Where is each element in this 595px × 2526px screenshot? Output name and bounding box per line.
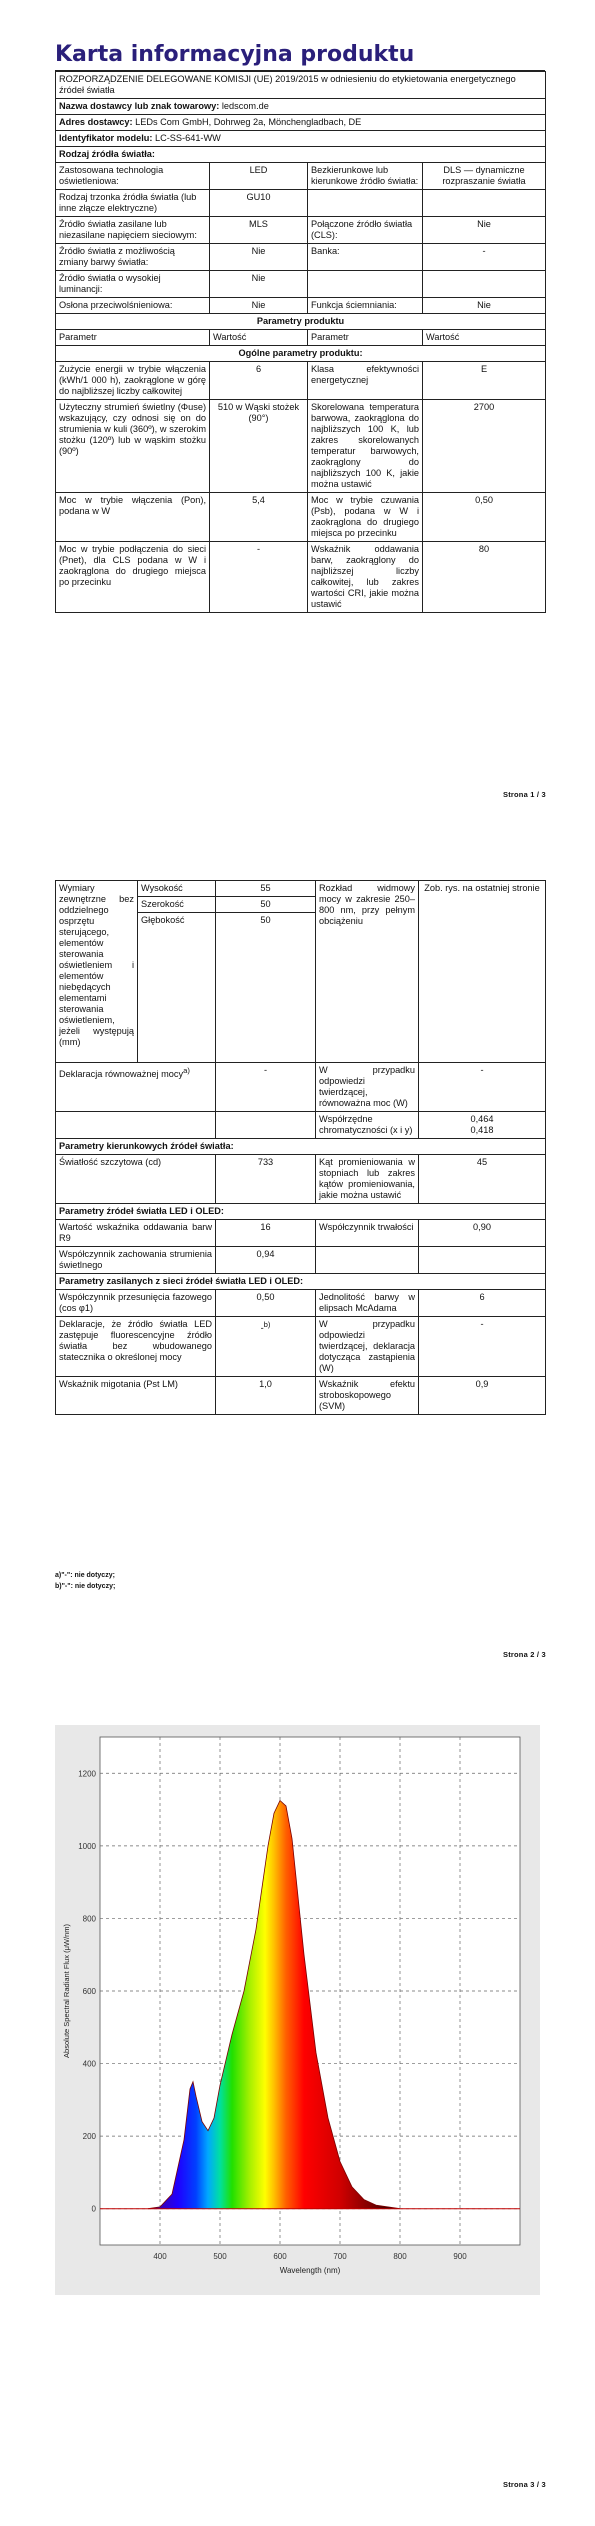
param-value: 733	[216, 1155, 316, 1204]
product-info-table	[55, 71, 546, 613]
param-name-2: Moc w trybie czuwania (Psb), podana w W i zaokrąglona do drugiego miejsca po przecinku	[308, 493, 423, 542]
source-value: Nie	[210, 244, 308, 271]
dimension-value: 50	[216, 913, 316, 1063]
source-value: Nie	[210, 271, 308, 298]
param-value-2	[419, 1247, 546, 1274]
source-value: MLS	[210, 217, 308, 244]
param-name: Wartość wskaźnika oddawania barw R9	[56, 1220, 216, 1247]
param-name-2: Kąt promieniowania w stopniach lub zakres kątów promieniowania, jakie można ustawić	[316, 1155, 419, 1204]
param-name: Światłość szczytowa (cd)	[56, 1155, 216, 1204]
table-row	[56, 314, 546, 330]
col-header-param-2: Parametr	[308, 330, 423, 346]
page-2	[55, 880, 545, 1415]
params-heading: Parametry produktu	[56, 314, 546, 330]
table-row	[56, 217, 546, 244]
dimension-value: 55	[216, 881, 316, 897]
table-row	[56, 1155, 546, 1204]
x-tick-label: 900	[453, 2252, 467, 2261]
param-value: -$^{b)}$	[216, 1317, 316, 1377]
col-header-value-2: Wartość	[423, 330, 546, 346]
table-row	[56, 1247, 546, 1274]
source-param: Osłona przeciwolśnieniowa:	[56, 298, 210, 314]
spectral-chart	[55, 1725, 540, 2295]
source-type-heading: Rodzaj źródła światła:	[56, 147, 546, 163]
param-value-2: E	[423, 362, 546, 400]
x-tick-label: 500	[213, 2252, 227, 2261]
table-row	[56, 298, 546, 314]
page-number-1: Strona 1 / 3	[503, 790, 546, 799]
param-value: 16	[216, 1220, 316, 1247]
table-row	[56, 1112, 546, 1139]
supplier-address-row: Adres dostawcy: LEDs Com GmbH, Dohrweg 2a, Mönchengladbach, DE	[56, 115, 546, 131]
supplier-name-row: Nazwa dostawcy lub znak towarowy: ledscom.de	[56, 99, 546, 115]
table-row	[56, 1274, 546, 1290]
source-param: Źródło światła zasilane lub niezasilane napięciem sieciowym:	[56, 217, 210, 244]
source-value-2: Nie	[423, 217, 546, 244]
table-row	[56, 1317, 546, 1377]
param-name: Moc w trybie włączenia (Pon), podana w W	[56, 493, 210, 542]
footnote-b: b)"-": nie dotyczy;	[55, 1583, 116, 1590]
param-value-2: 0,464 0,418	[419, 1112, 546, 1139]
y-tick-label: 800	[82, 1914, 96, 1924]
param-value: -	[210, 542, 308, 613]
mains-heading: Parametry zasilanych z sieci źródeł światła LED i OLED:	[56, 1274, 546, 1290]
param-name: Deklaracja równoważnej mocy$^{a)}$	[56, 1063, 216, 1112]
source-param-2: Połączone źródło światła (CLS):	[308, 217, 423, 244]
param-name: Moc w trybie podłączenia do sieci (Pnet), dla CLS podana w W i zaokrąglona do drugiego miejsca po przecinku	[56, 542, 210, 613]
dimension-name: Głębokość	[138, 913, 216, 1063]
source-param-2: Funkcja ściemniania:	[308, 298, 423, 314]
param-name-2: W przypadku odpowiedzi twierdzącej, równoważna moc (W)	[316, 1063, 419, 1112]
table-row	[56, 1204, 546, 1220]
param-name: Współczynnik przesunięcia fazowego (cos φ1)	[56, 1290, 216, 1317]
page-1	[55, 40, 545, 613]
param-value-2: 0,90	[419, 1220, 546, 1247]
param-name: Zużycie energii w trybie włączenia (kWh/1 000 h), zaokrąglone w górę do najbliższej liczby całkowitej	[56, 362, 210, 400]
x-tick-label: 800	[393, 2252, 407, 2261]
source-param: Rodzaj trzonka źródła światła (lub inne złącze elektryczne)	[56, 190, 210, 217]
param-name-2: Wskaźnik efektu stroboskopowego (SVM)	[316, 1377, 419, 1415]
param-value: -	[216, 1063, 316, 1112]
dimension-name: Szerokość	[138, 897, 216, 913]
param-value-2: 6	[419, 1290, 546, 1317]
table-row	[56, 400, 546, 493]
table-row	[56, 1139, 546, 1155]
page-title: Karta informacyjna produktu	[55, 40, 545, 71]
param-value: 1,0	[216, 1377, 316, 1415]
param-name: Współczynnik zachowania strumienia świetlnego	[56, 1247, 216, 1274]
source-param-2: Banka:	[308, 244, 423, 271]
x-tick-label: 600	[273, 2252, 287, 2261]
dimensions-label: Wymiary zewnętrzne bez oddzielnego osprzętu sterującego, elementów sterowania oświetleniem i elementów niebędących elementami sterowania oświetleniem, jeżeli występują (mm)	[56, 881, 138, 1063]
y-tick-label: 1200	[78, 1769, 96, 1779]
spectral-chart-svg	[55, 1725, 540, 2295]
y-tick-label: 200	[82, 2132, 96, 2142]
directional-heading: Parametry kierunkowych źródeł światła:	[56, 1139, 546, 1155]
param-value-2: 0,50	[423, 493, 546, 542]
param-name-2: Wskaźnik oddawania barw, zaokrąglony do najbliższej liczby całkowitej, lub zakres wartości CRI, jakie można ustawić	[308, 542, 423, 613]
table-row	[56, 271, 546, 298]
x-tick-label: 700	[333, 2252, 347, 2261]
source-value-2: DLS — dynamiczne rozpraszanie światła	[423, 163, 546, 190]
regulation-text: ROZPORZĄDZENIE DELEGOWANE KOMISJI (UE) 2019/2015 w odniesieniu do etykietowania energetycznego źródeł światła	[56, 72, 546, 99]
source-param-2: Bezkierunkowe lub kierunkowe źródło światła:	[308, 163, 423, 190]
table-row	[56, 190, 546, 217]
param-name-2	[316, 1247, 419, 1274]
source-value: Nie	[210, 298, 308, 314]
spectral-distribution-value: Zob. rys. na ostatniej stronie	[419, 881, 546, 1063]
dimension-name: Wysokość	[138, 881, 216, 897]
param-name-2: Współrzędne chromatyczności (x i y)	[316, 1112, 419, 1139]
general-params-heading: Ogólne parametry produktu:	[56, 346, 546, 362]
spectral-distribution-label: Rozkład widmowy mocy w zakresie 250–800 nm, przy pełnym obciążeniu	[316, 881, 419, 1063]
param-name-2: Skorelowana temperatura barwowa, zaokrąglona do najbliższych 100 K, lub zakres skorelowanych temperatur barwowych, zaokrąglony do najbliższych 100 K, jakie można ustawić	[308, 400, 423, 493]
col-header-value: Wartość	[210, 330, 308, 346]
model-id-row: Identyfikator modelu: LC-SS-641-WW	[56, 131, 546, 147]
source-value-2: Nie	[423, 298, 546, 314]
table-row	[56, 362, 546, 400]
param-value: 5,4	[210, 493, 308, 542]
product-info-table-continued	[55, 880, 546, 1415]
source-value-2	[423, 271, 546, 298]
footnote-a: a)"-": nie dotyczy;	[55, 1572, 115, 1579]
table-row	[56, 1220, 546, 1247]
param-value-2: 2700	[423, 400, 546, 493]
table-row	[56, 346, 546, 362]
table-row	[56, 1377, 546, 1415]
table-row	[56, 881, 546, 897]
source-value: LED	[210, 163, 308, 190]
source-value-2	[423, 190, 546, 217]
y-tick-label: 400	[82, 2059, 96, 2069]
source-param: Zastosowana technologia oświetleniowa:	[56, 163, 210, 190]
source-param-2	[308, 271, 423, 298]
source-param: Źródło światła z możliwością zmiany barwy światła:	[56, 244, 210, 271]
param-name-2: W przypadku odpowiedzi twierdzącej, deklaracja dotycząca zastąpienia (W)	[316, 1317, 419, 1377]
param-name-2: Klasa efektywności energetycznej	[308, 362, 423, 400]
param-value: 0,94	[216, 1247, 316, 1274]
y-tick-label: 0	[91, 2204, 96, 2214]
param-name: Wskaźnik migotania (Pst LM)	[56, 1377, 216, 1415]
page-number-3: Strona 3 / 3	[503, 2480, 546, 2489]
table-row	[56, 1290, 546, 1317]
table-row	[56, 163, 546, 190]
page-number-2: Strona 2 / 3	[503, 1650, 546, 1659]
param-value-2: 80	[423, 542, 546, 613]
led-heading: Parametry źródeł światła LED i OLED:	[56, 1204, 546, 1220]
param-value-2: -	[419, 1317, 546, 1377]
table-row	[56, 542, 546, 613]
param-name: Użyteczny strumień świetlny (Φuse) wskazujący, czy odnosi się on do strumienia w kuli (360º), w szerokim stożku (120º) lub w wąskim stożku (90º)	[56, 400, 210, 493]
dimension-value: 50	[216, 897, 316, 913]
param-value-2: -	[419, 1063, 546, 1112]
param-name	[56, 1112, 216, 1139]
param-value	[216, 1112, 316, 1139]
param-name: Deklaracje, że źródło światła LED zastępuje fluorescencyjne źródło światła bez wbudowanego statecznika o określonej mocy	[56, 1317, 216, 1377]
param-value: 0,50	[216, 1290, 316, 1317]
param-value-2: 45	[419, 1155, 546, 1204]
footnotes	[55, 1570, 115, 1592]
x-axis-label: Wavelength (nm)	[279, 2266, 341, 2275]
x-tick-label: 400	[153, 2252, 167, 2261]
param-name-2: Jednolitość barwy w elipsach McAdama	[316, 1290, 419, 1317]
source-param: Źródło światła o wysokiej luminancji:	[56, 271, 210, 298]
param-value: 510 w Wąski stożek (90°)	[210, 400, 308, 493]
col-header-param: Parametr	[56, 330, 210, 346]
table-row	[56, 330, 546, 346]
y-axis-label: Absolute Spectral Radiant Flux (μW/nm)	[62, 1924, 71, 2058]
y-tick-label: 1000	[78, 1841, 96, 1851]
table-row	[56, 1063, 546, 1112]
y-tick-label: 600	[82, 1987, 96, 1996]
table-row	[56, 493, 546, 542]
source-value: GU10	[210, 190, 308, 217]
source-value-2: -	[423, 244, 546, 271]
param-name-2: Współczynnik trwałości	[316, 1220, 419, 1247]
param-value: 6	[210, 362, 308, 400]
table-row	[56, 244, 546, 271]
source-param-2	[308, 190, 423, 217]
param-value-2: 0,9	[419, 1377, 546, 1415]
